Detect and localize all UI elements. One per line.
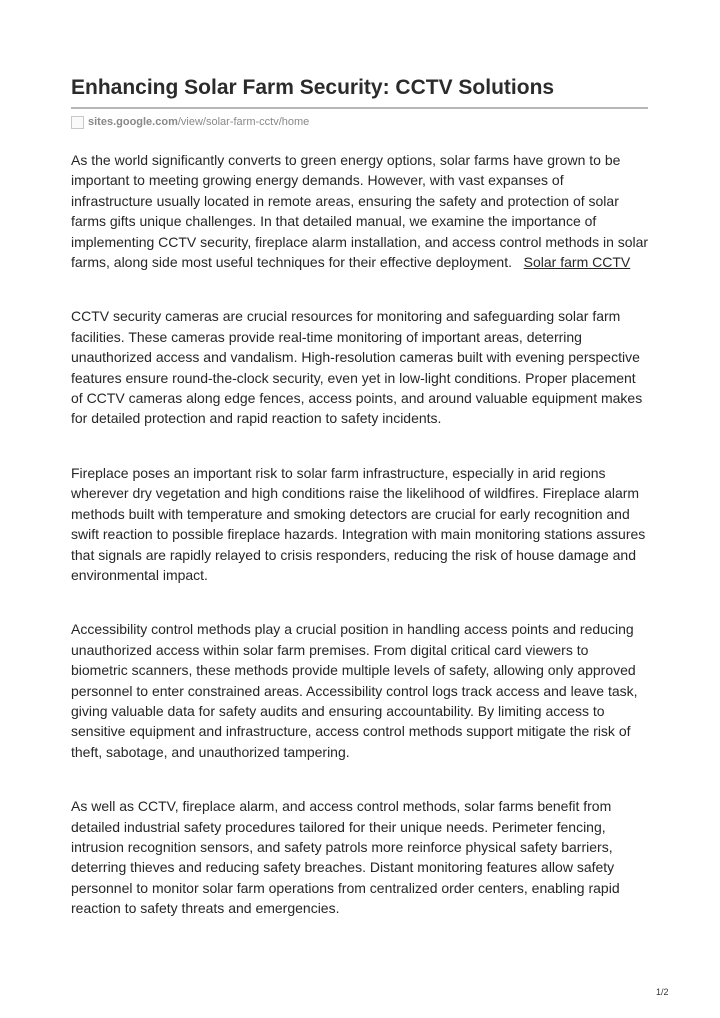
page-title: Enhancing Solar Farm Security: CCTV Solutions — [71, 76, 555, 99]
title-divider — [71, 107, 648, 109]
paragraph-additional-security: As well as CCTV, fireplace alarm, and access control methods, solar farms benefit from detailed industrial safety procedures tailored for their unique needs. Perimeter fencing, intrusion recognition sensors, and safety patrols more reinforce physical safety barriers, deterring thieves and reducing safety breaches. Distant monitoring features allow safety personnel to monitor solar farm operations from centralized order centers, enabling rapid reaction to safety threats and emergencies. — [71, 798, 620, 917]
paragraph-cctv: CCTV security cameras are crucial resources for monitoring and safeguarding solar farm facilities. These cameras provide real-time monitoring of important areas, deterring unauthorized access and vandalism. High-resolution cameras built with evening perspective features ensure round-the-clock security, even yet in low-light conditions. Proper placement of CCTV cameras along edge fences, access points, and around valuable equipment makes for detailed protection and rapid reaction to safety incidents. — [71, 308, 643, 427]
article-body — [71, 150, 649, 919]
favicon-icon — [71, 116, 84, 129]
paragraph-text: As the world significantly converts to green energy options, solar farms have grown to be important to meeting growing energy demands. However, with vast expanses of infrastructure usually located in remote areas, ensuring the safety and protection of solar farms gifts unique challenges. In that detailed manual, we examine the importance of implementing CCTV security, fireplace alarm installation, and access control methods in solar farms, along side most useful techniques for their effective deployment. — [71, 152, 649, 271]
source-domain: sites.google.com — [88, 116, 178, 128]
paragraph-intro — [71, 150, 649, 272]
paragraph-access-control: Accessibility control methods play a crucial position in handling access points and reducing unauthorized access within solar farm premises. From digital critical card viewers to biometric scanners, these methods provide multiple levels of safety, allowing only approved personnel to enter constrained areas. Accessibility control logs track access and leave task, giving valuable data for safety audits and ensuring accountability. By limiting access to sensitive equipment and infrastructure, access control methods support mitigate the risk of theft, sabotage, and unauthorized tampering. — [71, 621, 638, 760]
source-url[interactable] — [71, 113, 309, 131]
page-number: 1/2 — [656, 987, 669, 997]
paragraph-fire-alarm: Fireplace poses an important risk to solar farm infrastructure, especially in arid regions wherever dry vegetation and high conditions raise the likelihood of wildfires. Fireplace alarm methods built with temperature and smoking detectors are crucial for early recognition and swift reaction to possible fireplace hazards. Integration with main monitoring stations assures that signals are rapidly relayed to crisis responders, reducing the risk of house damage and environmental impact. — [71, 464, 646, 583]
source-path: /view/solar-farm-cctv/home — [177, 116, 310, 128]
solar-farm-cctv-link[interactable]: Solar farm CCTV — [523, 254, 631, 271]
